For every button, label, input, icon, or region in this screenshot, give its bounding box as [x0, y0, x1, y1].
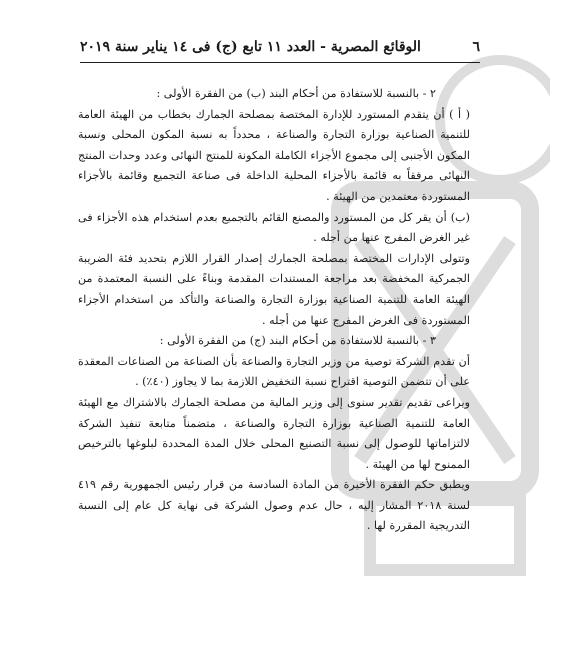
- paragraph-final-provision: ويطبق حكم الفقرة الأخيرة من المادة السادسة من قرار رئيس الجمهورية رقم ٤١٩ لسنة ٢٠١٨ المشار إليه ، حال عدم وصول الشركة فى نهاية كل عام إلى النسبة التدريجية المقررة لها .: [78, 478, 470, 533]
- paragraph-annual-estimate: ويراعى تقديم تقدير سنوى إلى وزير المالية من مصلحة الجمارك بالاشتراك مع الهيئة العامة للتنمية الصناعية بوزارة التجارة والصناعة ، متضمناً متابعة تنفيذ الشركة لالتزاماتها للوصول إلى نسبة التصنيع المحلى خلال المدة المحددة لبلوغها بالترخيص الممنوح لها من الهيئة .: [78, 395, 470, 471]
- header-divider: [80, 62, 480, 63]
- clause-b: (ب) أن يقر كل من المستورد والمصنع القائم بالتجميع بعدم استخدام هذه الأجزاء فى غير الغرض المفرج عنها من أجله .: [78, 210, 470, 245]
- paragraph-recommendation: أن تقدم الشركة توصية من وزير التجارة والصناعة بأن الصناعة من الصناعات المعقدة على أن تتضمن التوصية اقتراح نسبة التخفيض اللازمة بما لا يجاوز (٤٠٪) .: [78, 354, 470, 389]
- page-header: [80, 36, 480, 58]
- section-heading-3: ٣ - بالنسبة للاستفادة من أحكام البند (ج) من الفقرة الأولى :: [159, 334, 436, 348]
- document-body: [78, 84, 486, 537]
- paragraph-customs-decision: وتتولى الإدارات المختصة بمصلحة الجمارك إصدار القرار اللازم بتحديد فئة الضريبة الجمركية المخفضة بعد مراجعة المستندات المقدمة وبناءً على النسبة المعتمدة من الهيئة العامة للتنمية الصناعية بوزارة التجارة والصناعة والتأكد من استخدام الأجزاء المستوردة فى الغرض المفرج عنها من أجله .: [78, 251, 470, 327]
- section-heading-2: ٢ - بالنسبة للاستفادة من أحكام البند (ب) من الفقرة الأولى :: [156, 87, 436, 100]
- header-title: الوقائع المصرية - العدد ١١ تابع (ج) فى ١٤ يناير سنة ٢٠١٩: [80, 39, 421, 55]
- page-number: ٦: [472, 39, 480, 55]
- clause-a: ( أ ) أن يتقدم المستورد للإدارة المختصة بمصلحة الجمارك بخطاب من الهيئة العامة للتنمية الصناعية بوزارة التجارة والصناعة ، محدداً به نسبة المكون المحلى ونسبة المكون الأجنبى إلى مجموع الأجزاء الكاملة المكونة للمنتج النهائى وعدد وحدات المنتج النهائى مرفقاً به قائمة بالأجزاء المحلية الداخلة فى صناعة التجميع وقائمة بالأجزاء المستوردة معتمدين من الهيئة .: [78, 107, 470, 203]
